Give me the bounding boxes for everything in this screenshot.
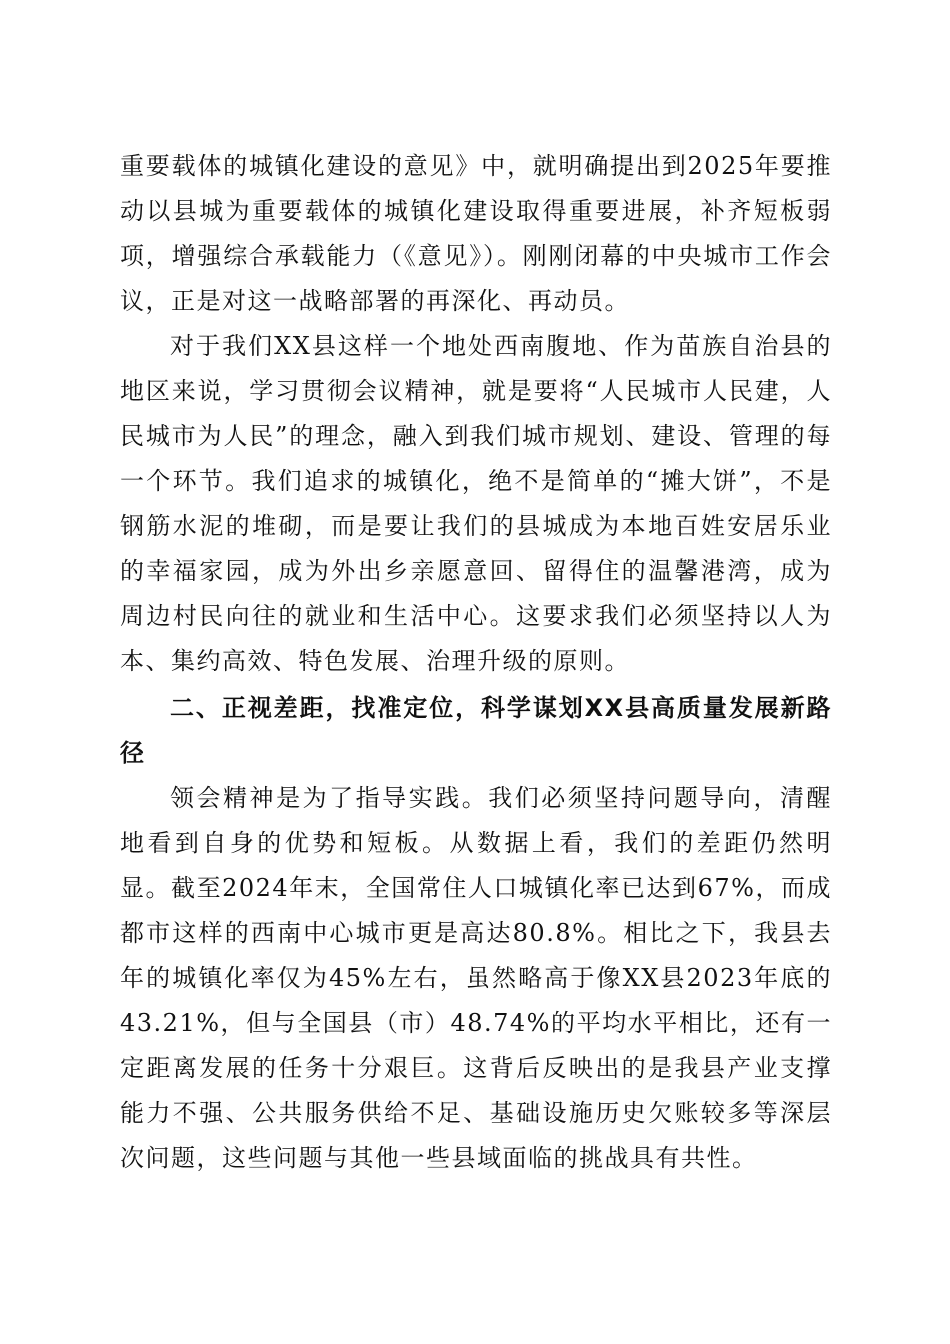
document-body <box>120 144 832 1181</box>
paragraph-county-urbanization: 对于我们XX县这样一个地处西南腹地、作为苗族自治县的地区来说，学习贯彻会议精神，就是要将“人民城市人民建，人民城市为人民”的理念，融入到我们城市规划、建设、管理的每一个环节。我们追求的城镇化，绝不是简单的“摊大饼”，不是钢筋水泥的堆砌，而是要让我们的县城成为本地百姓安居乐业的幸福家园，成为外出乡亲愿意回、留得住的温馨港湾，成为周边村民向往的就业和生活中心。这要求我们必须坚持以人为本、集约高效、特色发展、治理升级的原则。 <box>120 332 832 675</box>
paragraph-continuation: 重要载体的城镇化建设的意见》中，就明确提出到2025年要推动以县城为重要载体的城镇化建设取得重要进展，补齐短板弱项，增强综合承载能力（《意见》）。刚刚闭幕的中央城市工作会议，正是对这一战略部署的再深化、再动员。 <box>120 152 832 315</box>
paragraph-gap-analysis: 领会精神是为了指导实践。我们必须坚持问题导向，清醒地看到自身的优势和短板。从数据上看，我们的差距仍然明显。截至2024年末，全国常住人口城镇化率已达到67%，而成都市这样的西南中心城市更是高达80.8%。相比之下，我县去年的城镇化率仅为45%左右，虽然略高于像XX县2023年底的43.21%，但与全国县（市）48.74%的平均水平相比，还有一定距离发展的任务十分艰巨。这背后反映出的是我县产业支撑能力不强、公共服务供给不足、基础设施历史欠账较多等深层次问题，这些问题与其他一些县域面临的挑战具有共性。 <box>120 784 832 1172</box>
section-heading-2: 二、正视差距，找准定位，科学谋划XX县高质量发展新路径 <box>120 694 832 767</box>
